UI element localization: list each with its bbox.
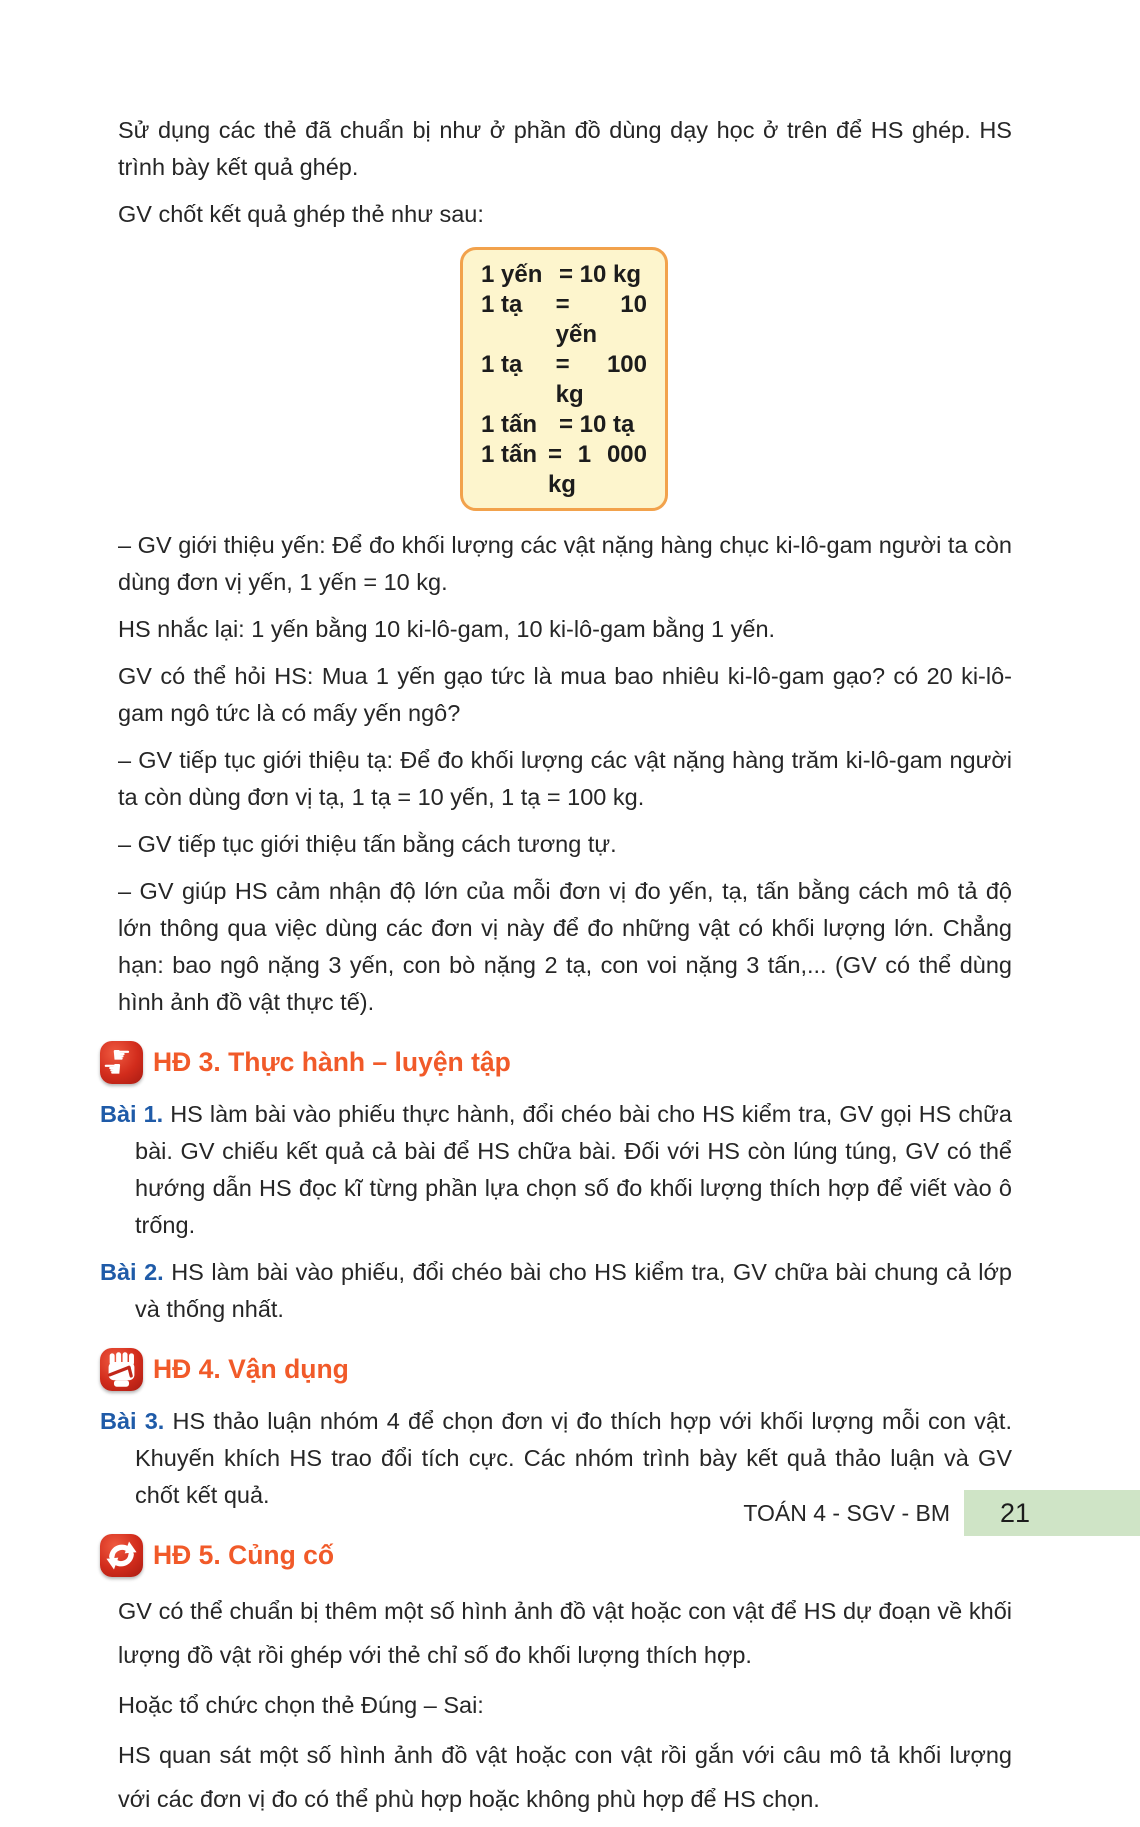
- body-paragraph: – GV tiếp tục giới thiệu tấn bằng cách tương tự.: [118, 831, 617, 857]
- bai3-text: HS thảo luận nhóm 4 để chọn đơn vị đo thích hợp với khối lượng mỗi con vật. Khuyến khích HS trao đổi tích cực. Các nhóm trình bày kết quả thảo luận và GV chốt kết quả.: [135, 1408, 1012, 1508]
- body-paragraph: HS nhắc lại: 1 yến bằng 10 ki-lô-gam, 10 ki-lô-gam bằng 1 yến.: [118, 616, 776, 642]
- closing-paragraph: GV có thể chuẩn bị thêm một số hình ảnh đồ vật hoặc con vật để HS dự đoạn về khối lượng đồ vật rồi ghép với thẻ chỉ số đo khối lượng thích hợp.: [118, 1598, 1012, 1668]
- unit-label: 1 yến: [481, 261, 543, 288]
- closing-paragraph: HS quan sát một số hình ảnh đồ vật hoặc con vật rồi gắn với câu mô tả khối lượng với các đơn vị đo có thể phù hợp hoặc không phù hợp để HS chọn.: [118, 1742, 1012, 1812]
- unit-value: = 1 000 kg: [547, 441, 647, 498]
- intro-paragraph-1: Sử dụng các thẻ đã chuẩn bị như ở phần đồ dùng dạy học ở trên để HS ghép. HS trình bày kết quả ghép.: [118, 117, 1012, 180]
- section-heading-hd4: [100, 1348, 1012, 1391]
- intro-paragraph-2: GV chốt kết quả ghép thẻ như sau:: [118, 201, 484, 227]
- unit-value: = 10 tạ: [559, 411, 635, 438]
- bai2-text: HS làm bài vào phiếu, đổi chéo bài cho HS kiểm tra, GV chữa bài chung cả lớp và thống nhất.: [135, 1259, 1012, 1322]
- page-footer: [743, 1490, 1140, 1536]
- unit-value: = 10 yến: [555, 291, 647, 348]
- section-heading-hd5: [100, 1534, 1012, 1577]
- body-paragraph: – GV tiếp tục giới thiệu tạ: Để đo khối lượng các vật nặng hàng trăm ki-lô-gam người ta còn dùng đơn vị tạ, 1 tạ = 10 yến, 1 tạ = 100 kg.: [118, 747, 1012, 810]
- unit-label: 1 tấn: [481, 411, 538, 438]
- hands-practice-icon: [100, 1041, 143, 1084]
- unit-value: = 10 kg: [559, 261, 642, 288]
- conversion-row: [481, 410, 647, 440]
- conversion-row: [481, 290, 647, 350]
- section-title: HĐ 5. Củng cố: [153, 1540, 335, 1570]
- closing-paragraph: Hoặc tổ chức chọn thẻ Đúng – Sai:: [118, 1692, 484, 1718]
- bai1-label: Bài 1.: [100, 1101, 164, 1127]
- unit-label: 1 tạ: [481, 351, 523, 378]
- hand-left-glyph: ☚: [103, 1058, 122, 1081]
- section-heading-hd3: [100, 1041, 1012, 1084]
- section-title: HĐ 3. Thực hành – luyện tập: [153, 1047, 511, 1077]
- page-number-box: [964, 1490, 1140, 1536]
- unit-label: 1 tấn: [481, 441, 538, 468]
- closing-block: [100, 1589, 1012, 1821]
- conversion-row: [481, 350, 647, 410]
- section-title: HĐ 4. Vận dụng: [153, 1354, 349, 1384]
- body-paragraph: – GV giúp HS cảm nhận độ lớn của mỗi đơn vị đo yến, tạ, tấn bằng cách mô tả độ lớn thông qua việc dùng các đơn vị này để đo những vật có khối lượng lớn. Chẳng hạn: bao ngô nặng 3 yến, con bò nặng 2 tạ, con voi nặng 3 tấn,... (GV có thể dùng hình ảnh đồ vật thực tế).: [118, 878, 1012, 1015]
- bai2-label: Bài 2.: [100, 1259, 164, 1285]
- body-paragraph: GV có thể hỏi HS: Mua 1 yến gạo tức là mua bao nhiêu ki-lô-gam gạo? có 20 ki-lô-gam ngô tức là có mấy yến ngô?: [118, 663, 1012, 726]
- page-number: 21: [1000, 1497, 1031, 1528]
- fist-icon: [100, 1348, 143, 1391]
- footer-book-title: TOÁN 4 - SGV - BM: [743, 1499, 950, 1526]
- exercise-bai2: [100, 1254, 1012, 1328]
- hand-right-glyph: ☛: [112, 1044, 131, 1067]
- bai3-label: Bài 3.: [100, 1408, 165, 1434]
- refresh-icon: [100, 1534, 143, 1577]
- unit-value: = 100 kg: [555, 351, 647, 408]
- conversion-row: [481, 440, 647, 500]
- bai1-text: HS làm bài vào phiếu thực hành, đổi chéo bài cho HS kiểm tra, GV gọi HS chữa bài. GV chiếu kết quả cả bài để HS chữa bài. Đối với HS còn lúng túng, GV có thể hướng dẫn HS đọc kĩ từng phần lựa chọn số đo khối lượng thích hợp để viết vào ô trống.: [135, 1101, 1012, 1238]
- unit-label: 1 tạ: [481, 291, 523, 318]
- conversion-row: [481, 260, 647, 290]
- exercise-bai1: [100, 1096, 1012, 1244]
- unit-conversion-box: [460, 247, 668, 511]
- page-content: [100, 112, 1012, 1827]
- body-paragraph: – GV giới thiệu yến: Để đo khối lượng các vật nặng hàng chục ki-lô-gam người ta còn dùng đơn vị yến, 1 yến = 10 kg.: [118, 532, 1012, 595]
